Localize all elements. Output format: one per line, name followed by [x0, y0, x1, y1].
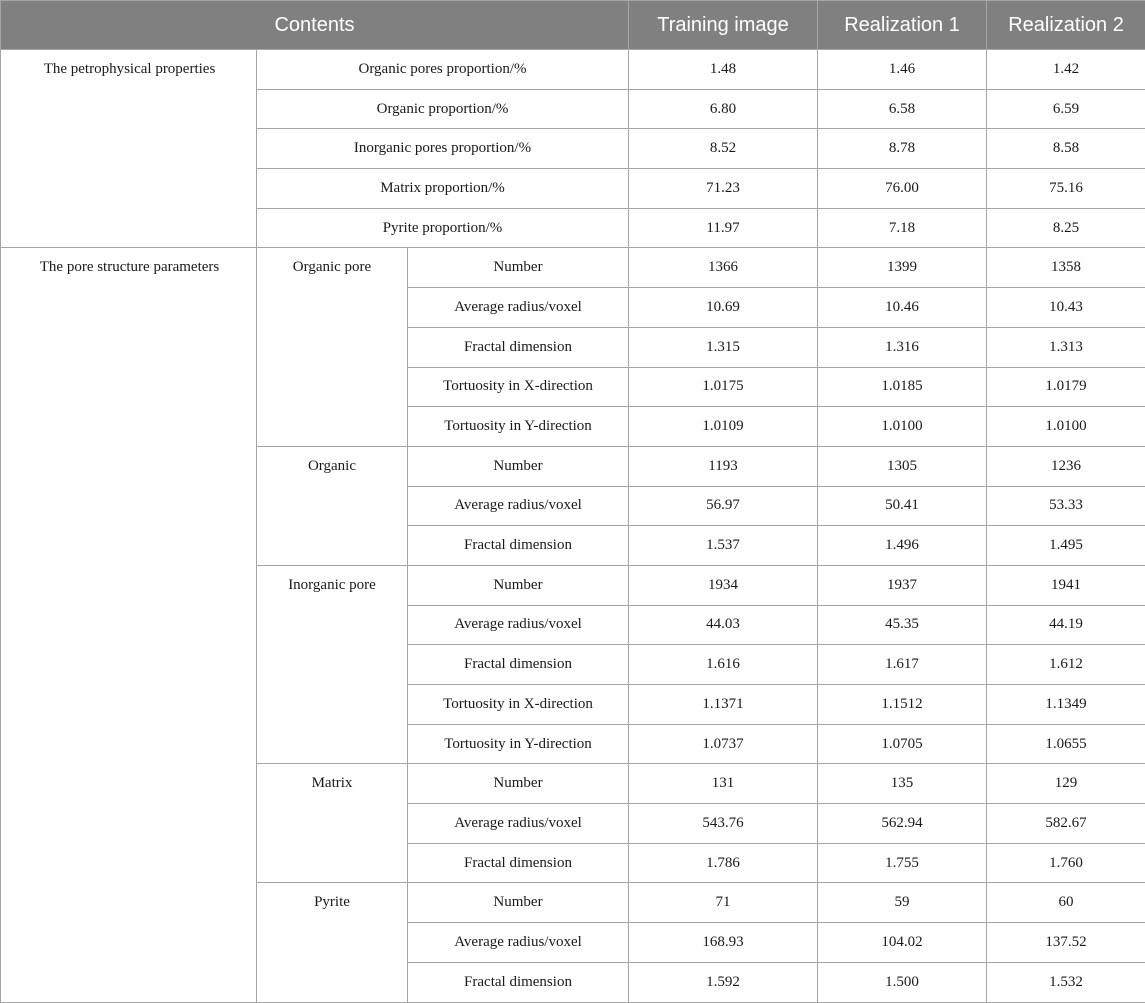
realization2-value: 137.52 — [987, 923, 1145, 963]
training-value: 11.97 — [629, 208, 818, 248]
realization1-value: 1937 — [818, 565, 987, 605]
param-cell: Tortuosity in X-direction — [408, 685, 629, 725]
training-value: 1.0737 — [629, 724, 818, 764]
param-cell: Organic pores proportion/% — [257, 50, 629, 90]
realization1-value: 76.00 — [818, 169, 987, 209]
param-cell: Tortuosity in X-direction — [408, 367, 629, 407]
param-cell: Organic proportion/% — [257, 89, 629, 129]
realization2-value: 60 — [987, 883, 1145, 923]
group-organic: Organic — [257, 446, 408, 565]
realization1-value: 1.46 — [818, 50, 987, 90]
realization2-value: 8.58 — [987, 129, 1145, 169]
training-value: 1934 — [629, 565, 818, 605]
training-value: 1193 — [629, 446, 818, 486]
training-value: 6.80 — [629, 89, 818, 129]
realization2-value: 75.16 — [987, 169, 1145, 209]
param-cell: Average radius/voxel — [408, 804, 629, 844]
realization1-value: 10.46 — [818, 288, 987, 328]
group-matrix: Matrix — [257, 764, 408, 883]
training-value: 1.1371 — [629, 685, 818, 725]
realization2-value: 582.67 — [987, 804, 1145, 844]
param-cell: Average radius/voxel — [408, 486, 629, 526]
realization2-value: 10.43 — [987, 288, 1145, 328]
realization2-value: 53.33 — [987, 486, 1145, 526]
training-value: 1.537 — [629, 526, 818, 566]
table-row — [1, 50, 1145, 90]
realization2-value: 1.0179 — [987, 367, 1145, 407]
realization2-value: 1.0655 — [987, 724, 1145, 764]
param-cell: Number — [408, 446, 629, 486]
realization1-value: 1305 — [818, 446, 987, 486]
realization2-value: 1.313 — [987, 327, 1145, 367]
training-value: 1.315 — [629, 327, 818, 367]
param-cell: Number — [408, 883, 629, 923]
param-cell: Tortuosity in Y-direction — [408, 407, 629, 447]
realization1-value: 1.0705 — [818, 724, 987, 764]
realization2-value: 6.59 — [987, 89, 1145, 129]
training-value: 1.786 — [629, 843, 818, 883]
param-cell: Number — [408, 764, 629, 804]
training-value: 10.69 — [629, 288, 818, 328]
param-cell: Tortuosity in Y-direction — [408, 724, 629, 764]
petrophysical-section-label: The petrophysical properties — [1, 50, 257, 248]
realization1-value: 59 — [818, 883, 987, 923]
realization2-value: 1.42 — [987, 50, 1145, 90]
param-cell: Number — [408, 565, 629, 605]
realization2-value: 1.532 — [987, 962, 1145, 1002]
realization1-value: 50.41 — [818, 486, 987, 526]
realization2-value: 1.1349 — [987, 685, 1145, 725]
realization1-value: 7.18 — [818, 208, 987, 248]
realization2-value: 8.25 — [987, 208, 1145, 248]
header-realization-1: Realization 1 — [818, 1, 987, 50]
realization2-value: 1236 — [987, 446, 1145, 486]
param-cell: Average radius/voxel — [408, 288, 629, 328]
param-cell: Average radius/voxel — [408, 605, 629, 645]
training-value: 1.0175 — [629, 367, 818, 407]
realization1-value: 8.78 — [818, 129, 987, 169]
training-value: 56.97 — [629, 486, 818, 526]
header-contents: Contents — [1, 1, 629, 50]
realization1-value: 104.02 — [818, 923, 987, 963]
param-cell: Fractal dimension — [408, 327, 629, 367]
realization1-value: 1.316 — [818, 327, 987, 367]
realization1-value: 6.58 — [818, 89, 987, 129]
realization2-value: 1.0100 — [987, 407, 1145, 447]
realization2-value: 1.612 — [987, 645, 1145, 685]
training-value: 543.76 — [629, 804, 818, 844]
realization2-value: 44.19 — [987, 605, 1145, 645]
realization1-value: 562.94 — [818, 804, 987, 844]
realization1-value: 1.500 — [818, 962, 987, 1002]
realization2-value: 1358 — [987, 248, 1145, 288]
training-value: 131 — [629, 764, 818, 804]
param-cell: Pyrite proportion/% — [257, 208, 629, 248]
training-value: 1366 — [629, 248, 818, 288]
group-inorganic-pore: Inorganic pore — [257, 565, 408, 763]
realization1-value: 1.0100 — [818, 407, 987, 447]
realization2-value: 129 — [987, 764, 1145, 804]
realization1-value: 1.755 — [818, 843, 987, 883]
training-value: 71 — [629, 883, 818, 923]
realization2-value: 1.760 — [987, 843, 1145, 883]
training-value: 1.0109 — [629, 407, 818, 447]
realization1-value: 1399 — [818, 248, 987, 288]
realization1-value: 135 — [818, 764, 987, 804]
training-value: 1.48 — [629, 50, 818, 90]
training-value: 8.52 — [629, 129, 818, 169]
training-value: 71.23 — [629, 169, 818, 209]
group-pyrite: Pyrite — [257, 883, 408, 1002]
realization1-value: 1.1512 — [818, 685, 987, 725]
param-cell: Fractal dimension — [408, 843, 629, 883]
param-cell: Average radius/voxel — [408, 923, 629, 963]
realization2-value: 1941 — [987, 565, 1145, 605]
param-cell: Fractal dimension — [408, 645, 629, 685]
realization1-value: 1.617 — [818, 645, 987, 685]
header-realization-2: Realization 2 — [987, 1, 1145, 50]
param-cell: Fractal dimension — [408, 962, 629, 1002]
param-cell: Number — [408, 248, 629, 288]
training-value: 1.616 — [629, 645, 818, 685]
param-cell: Fractal dimension — [408, 526, 629, 566]
realization1-value: 1.0185 — [818, 367, 987, 407]
training-value: 168.93 — [629, 923, 818, 963]
realization2-value: 1.495 — [987, 526, 1145, 566]
header-training-image: Training image — [629, 1, 818, 50]
header-row — [1, 1, 1145, 50]
table-row — [1, 248, 1145, 288]
realization1-value: 45.35 — [818, 605, 987, 645]
param-cell: Matrix proportion/% — [257, 169, 629, 209]
training-value: 1.592 — [629, 962, 818, 1002]
param-cell: Inorganic pores proportion/% — [257, 129, 629, 169]
training-value: 44.03 — [629, 605, 818, 645]
group-organic-pore: Organic pore — [257, 248, 408, 446]
pore-structure-section-label: The pore structure parameters — [1, 248, 257, 1002]
realization1-value: 1.496 — [818, 526, 987, 566]
